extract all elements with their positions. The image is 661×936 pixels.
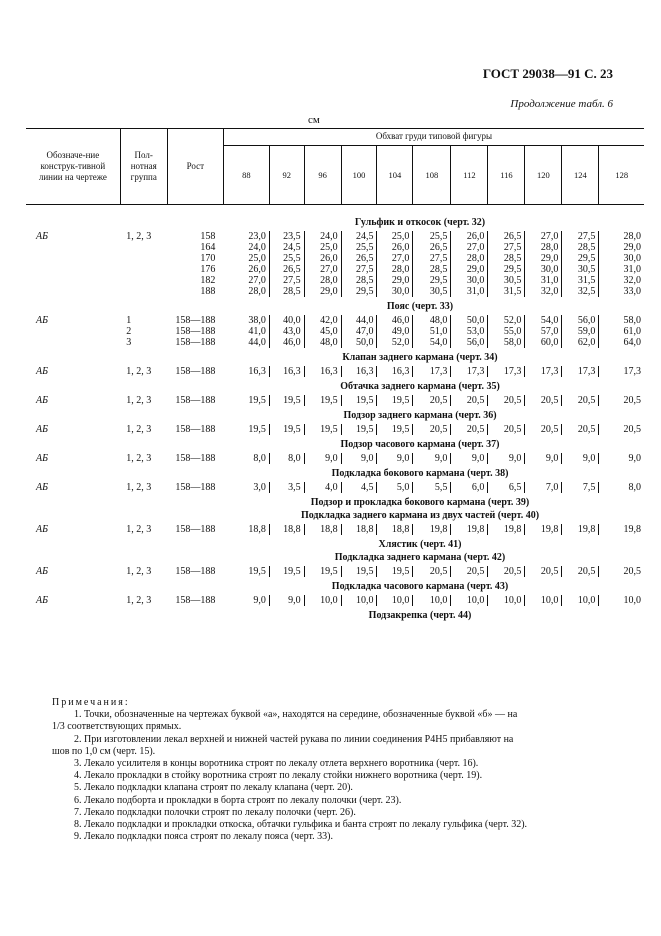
table-row: [26, 231, 644, 297]
section-title: Подзакрепка (черт. 44): [368, 610, 472, 621]
value-cell: 19,5: [304, 424, 341, 435]
value-cell: 8,0: [628, 482, 641, 493]
height-cell: 158—188: [175, 566, 216, 577]
col-height: Рост: [167, 129, 223, 205]
value-cell: 9,0: [269, 595, 304, 606]
value-cell: 17,3: [488, 366, 525, 377]
value-cell: 10,0: [488, 595, 525, 606]
section-title: Подзор заднего кармана (черт. 36): [343, 410, 497, 421]
section-title: Гульфик и откосок (черт. 32): [354, 217, 486, 228]
value-cell: 20,5: [488, 395, 525, 406]
fullness-cell: 1, 2, 3: [126, 231, 152, 242]
value-cell: 9,0: [525, 453, 562, 464]
value-cell: 7,0: [525, 482, 562, 493]
designation-cell: АБ: [36, 453, 49, 464]
value-cell: 9,0: [488, 453, 525, 464]
value-cell: 19,5: [341, 424, 377, 435]
value-cell: 20,5: [488, 424, 525, 435]
designation-cell: АБ: [36, 524, 49, 535]
value-cell: 19,5: [341, 566, 377, 577]
note-3: 3. Лекало усилителя в концы воротника строят по лекалу отлета верхнего воротника (черт. 16).: [74, 758, 479, 770]
value-cell: 20,5: [488, 566, 525, 577]
size-header: 108: [413, 146, 451, 205]
value-cell: 5,5: [413, 482, 451, 493]
col-designation: Обозначе-ние конструк-тивной линии на чертеже: [26, 129, 120, 205]
value-cell: 19,5: [269, 395, 304, 406]
value-cell: 20,5: [562, 424, 599, 435]
size-header: 92: [269, 146, 304, 205]
value-cell: 19,8: [525, 524, 562, 535]
designation-cell: АБ: [36, 366, 49, 377]
table-row: [26, 453, 644, 464]
height-cell: 158—188: [175, 366, 216, 377]
fullness-cell: 1, 2, 3: [126, 566, 152, 577]
value-cell: 16,3: [304, 366, 341, 377]
value-cell: 52,0 55,0 58,0: [488, 315, 525, 348]
value-cell: 19,8: [623, 524, 641, 535]
designation-cell: АБ: [36, 482, 49, 493]
note-8: 8. Лекало подкладки и прокладки откоска, обтачки гульфика и банта строят по лекалу гульфика (черт. 32).: [74, 819, 528, 831]
height-cell: 158 164 170 176 182 188: [200, 231, 216, 297]
value-cell: 20,5: [562, 395, 599, 406]
value-cell: 24,0 25,0 26,0 27,0 28,0 29,0: [304, 231, 341, 297]
value-cell: 19,5: [377, 566, 413, 577]
size-header: 124: [562, 146, 599, 205]
notes-title: Примечания:: [52, 697, 130, 708]
section-title: Подзор часового кармана (черт. 37): [340, 439, 500, 450]
height-cell: 158—188: [175, 524, 216, 535]
value-cell: 10,0: [525, 595, 562, 606]
value-cell: 20,5: [413, 424, 451, 435]
value-cell: 20,5: [451, 424, 488, 435]
value-cell: 9,0: [223, 595, 269, 606]
value-cell: 20,5: [525, 395, 562, 406]
value-cell: 18,8: [341, 524, 377, 535]
table-row: [26, 566, 644, 577]
value-cell: 19,5: [377, 424, 413, 435]
page-header: ГОСТ 29038—91 С. 23: [482, 66, 613, 81]
value-cell: 17,3: [451, 366, 488, 377]
value-cell: 16,3: [341, 366, 377, 377]
height-cell: 158—188: [175, 482, 216, 493]
value-cell: 20,5: [525, 566, 562, 577]
size-header: 116: [488, 146, 525, 205]
value-cell: 9,0: [341, 453, 377, 464]
value-cell: 19,5: [223, 395, 269, 406]
value-cell: 19,5: [377, 395, 413, 406]
size-header: 128: [599, 146, 644, 205]
fullness-cell: 1, 2, 3: [126, 453, 152, 464]
designation-cell: АБ: [36, 315, 49, 326]
unit-label: см: [308, 114, 320, 126]
section-title: Обтачка заднего кармана (черт. 35): [340, 381, 500, 392]
section-title: Клапан заднего кармана (черт. 34): [342, 352, 498, 363]
value-cell: 20,5: [451, 395, 488, 406]
value-cell: 58,0 61,0 64,0: [623, 315, 641, 348]
value-cell: 20,5: [451, 566, 488, 577]
size-header: 100: [341, 146, 377, 205]
col-chest: Обхват груди типовой фигуры: [223, 129, 644, 146]
height-cell: 158—188 158—188 158—188: [175, 315, 216, 348]
designation-cell: АБ: [36, 595, 49, 606]
value-cell: 10,0: [341, 595, 377, 606]
notes: [52, 697, 642, 843]
table-row: [26, 524, 644, 535]
measurement-table: [26, 128, 644, 624]
value-cell: 18,8: [304, 524, 341, 535]
value-cell: 20,5: [623, 395, 641, 406]
value-cell: 26,0 27,0 28,0 29,0 30,0 31,0: [451, 231, 488, 297]
size-header: 96: [304, 146, 341, 205]
value-cell: 19,8: [488, 524, 525, 535]
value-cell: 23,0 24,0 25,0 26,0 27,0 28,0: [223, 231, 269, 297]
value-cell: 56,0 59,0 62,0: [562, 315, 599, 348]
note-5: 5. Лекало подкладки клапана строят по лекалу клапана (черт. 20).: [74, 782, 353, 794]
value-cell: 19,5: [269, 424, 304, 435]
value-cell: 20,5: [623, 424, 641, 435]
value-cell: 10,0: [623, 595, 641, 606]
value-cell: 16,3: [269, 366, 304, 377]
size-header: 88: [223, 146, 269, 205]
designation-cell: АБ: [36, 424, 49, 435]
value-cell: 10,0: [562, 595, 599, 606]
value-cell: 4,5: [341, 482, 377, 493]
value-cell: 8,0: [223, 453, 269, 464]
value-cell: 19,5: [341, 395, 377, 406]
value-cell: 42,0 45,0 48,0: [304, 315, 341, 348]
value-cell: 10,0: [377, 595, 413, 606]
section-title: Подкладка часового кармана (черт. 43): [331, 581, 509, 592]
value-cell: 9,0: [377, 453, 413, 464]
value-cell: 18,8: [377, 524, 413, 535]
value-cell: 18,8: [223, 524, 269, 535]
table-row: [26, 395, 644, 406]
value-cell: 9,0: [451, 453, 488, 464]
fullness-cell: 1, 2, 3: [126, 482, 152, 493]
value-cell: 19,8: [451, 524, 488, 535]
value-cell: 19,5: [223, 566, 269, 577]
value-cell: 9,0: [562, 453, 599, 464]
value-cell: 19,5: [269, 566, 304, 577]
value-cell: 54,0 57,0 60,0: [525, 315, 562, 348]
col-fullness: Пол-нотная группа: [120, 129, 167, 205]
value-cell: 4,0: [304, 482, 341, 493]
note-6: 6. Лекало подборта и прокладки в борта строят по лекалу полочки (черт. 23).: [74, 794, 402, 806]
note-4: 4. Лекало прокладки в стойку воротника строят по лекалу стойки нижнего воротника (черт. 19).: [74, 770, 483, 782]
value-cell: 19,8: [413, 524, 451, 535]
value-cell: 7,5: [562, 482, 599, 493]
table-row: [26, 424, 644, 435]
note-7: 7. Лекало подкладки полочки строят по лекалу полочки (черт. 26).: [74, 806, 356, 818]
continuation-label: Продолжение табл. 6: [510, 98, 613, 110]
section-title: Подзор и прокладка бокового кармана (черт. 39) Подкладка заднего кармана из двух частей (черт. 40): [300, 497, 540, 521]
value-cell: 19,8: [562, 524, 599, 535]
value-cell: 38,0 41,0 44,0: [223, 315, 269, 348]
value-cell: 9,0: [304, 453, 341, 464]
value-cell: 17,3: [413, 366, 451, 377]
value-cell: 17,3: [562, 366, 599, 377]
table-row: [26, 315, 644, 348]
value-cell: 28,0 29,0 30,0 31,0 32,0 33,0: [623, 231, 641, 297]
note-9: 9. Лекало подкладки пояса строят по лекалу пояса (черт. 33).: [74, 831, 333, 843]
value-cell: 27,0 28,0 29,0 30,0 31,0 32,0: [525, 231, 562, 297]
value-cell: 27,5 28,5 29,5 30,5 31,5 32,5: [562, 231, 599, 297]
value-cell: 25,5 26,5 27,5 28,5 29,5 30,5: [413, 231, 451, 297]
table-row: [26, 482, 644, 493]
value-cell: 17,3: [525, 366, 562, 377]
value-cell: 19,5: [304, 566, 341, 577]
table-row: [26, 595, 644, 606]
size-header: 104: [377, 146, 413, 205]
section-title: Хлястик (черт. 41) Подкладка заднего кармана (черт. 42): [334, 539, 506, 563]
size-header: 112: [451, 146, 488, 205]
fullness-cell: 1 2 3: [126, 315, 132, 348]
value-cell: 46,0 49,0 52,0: [377, 315, 413, 348]
value-cell: 19,5: [304, 395, 341, 406]
designation-cell: АБ: [36, 231, 49, 242]
value-cell: 25,0 26,0 27,0 28,0 29,0 30,0: [377, 231, 413, 297]
note-1: 1. Точки, обозначенные на чертежах буквой «а», находятся на середине, обозначенные буквой «б» — на: [74, 709, 518, 721]
value-cell: 6,0: [451, 482, 488, 493]
value-cell: 20,5: [413, 566, 451, 577]
value-cell: 6,5: [488, 482, 525, 493]
value-cell: 10,0: [451, 595, 488, 606]
height-cell: 158—188: [175, 395, 216, 406]
value-cell: 20,5: [525, 424, 562, 435]
section-title: Подкладка бокового кармана (черт. 38): [331, 468, 509, 479]
fullness-cell: 1, 2, 3: [126, 424, 152, 435]
value-cell: 18,8: [269, 524, 304, 535]
size-header: 120: [525, 146, 562, 205]
note-2: 2. При изготовлении лекал верхней и нижней частей рукава по линии соединения Р4Н5 прибавляют на: [74, 733, 514, 745]
value-cell: 19,5: [223, 424, 269, 435]
designation-cell: АБ: [36, 395, 49, 406]
designation-cell: АБ: [36, 566, 49, 577]
fullness-cell: 1, 2, 3: [126, 366, 152, 377]
value-cell: 23,5 24,5 25,5 26,5 27,5 28,5: [269, 231, 304, 297]
table-row: [26, 366, 644, 377]
fullness-cell: 1, 2, 3: [126, 595, 152, 606]
value-cell: 16,3: [377, 366, 413, 377]
fullness-cell: 1, 2, 3: [126, 395, 152, 406]
note-1b: 1/3 соответствующих прямых.: [52, 721, 182, 733]
value-cell: 9,0: [628, 453, 641, 464]
value-cell: 20,5: [562, 566, 599, 577]
value-cell: 20,5: [623, 566, 641, 577]
value-cell: 26,5 27,5 28,5 29,5 30,5 31,5: [488, 231, 525, 297]
height-cell: 158—188: [175, 595, 216, 606]
value-cell: 24,5 25,5 26,5 27,5 28,5 29,5: [341, 231, 377, 297]
fullness-cell: 1, 2, 3: [126, 524, 152, 535]
value-cell: 10,0: [413, 595, 451, 606]
value-cell: 16,3: [223, 366, 269, 377]
value-cell: 20,5: [413, 395, 451, 406]
value-cell: 48,0 51,0 54,0: [413, 315, 451, 348]
value-cell: 5,0: [377, 482, 413, 493]
height-cell: 158—188: [175, 424, 216, 435]
note-2b: шов по 1,0 см (черт. 15).: [52, 745, 156, 757]
height-cell: 158—188: [175, 453, 216, 464]
value-cell: 9,0: [413, 453, 451, 464]
value-cell: 3,5: [269, 482, 304, 493]
value-cell: 44,0 47,0 50,0: [341, 315, 377, 348]
value-cell: 40,0 43,0 46,0: [269, 315, 304, 348]
value-cell: 3,0: [223, 482, 269, 493]
value-cell: 17,3: [623, 366, 641, 377]
value-cell: 10,0: [304, 595, 341, 606]
section-title: Пояс (черт. 33): [386, 301, 454, 312]
value-cell: 50,0 53,0 56,0: [451, 315, 488, 348]
value-cell: 8,0: [269, 453, 304, 464]
